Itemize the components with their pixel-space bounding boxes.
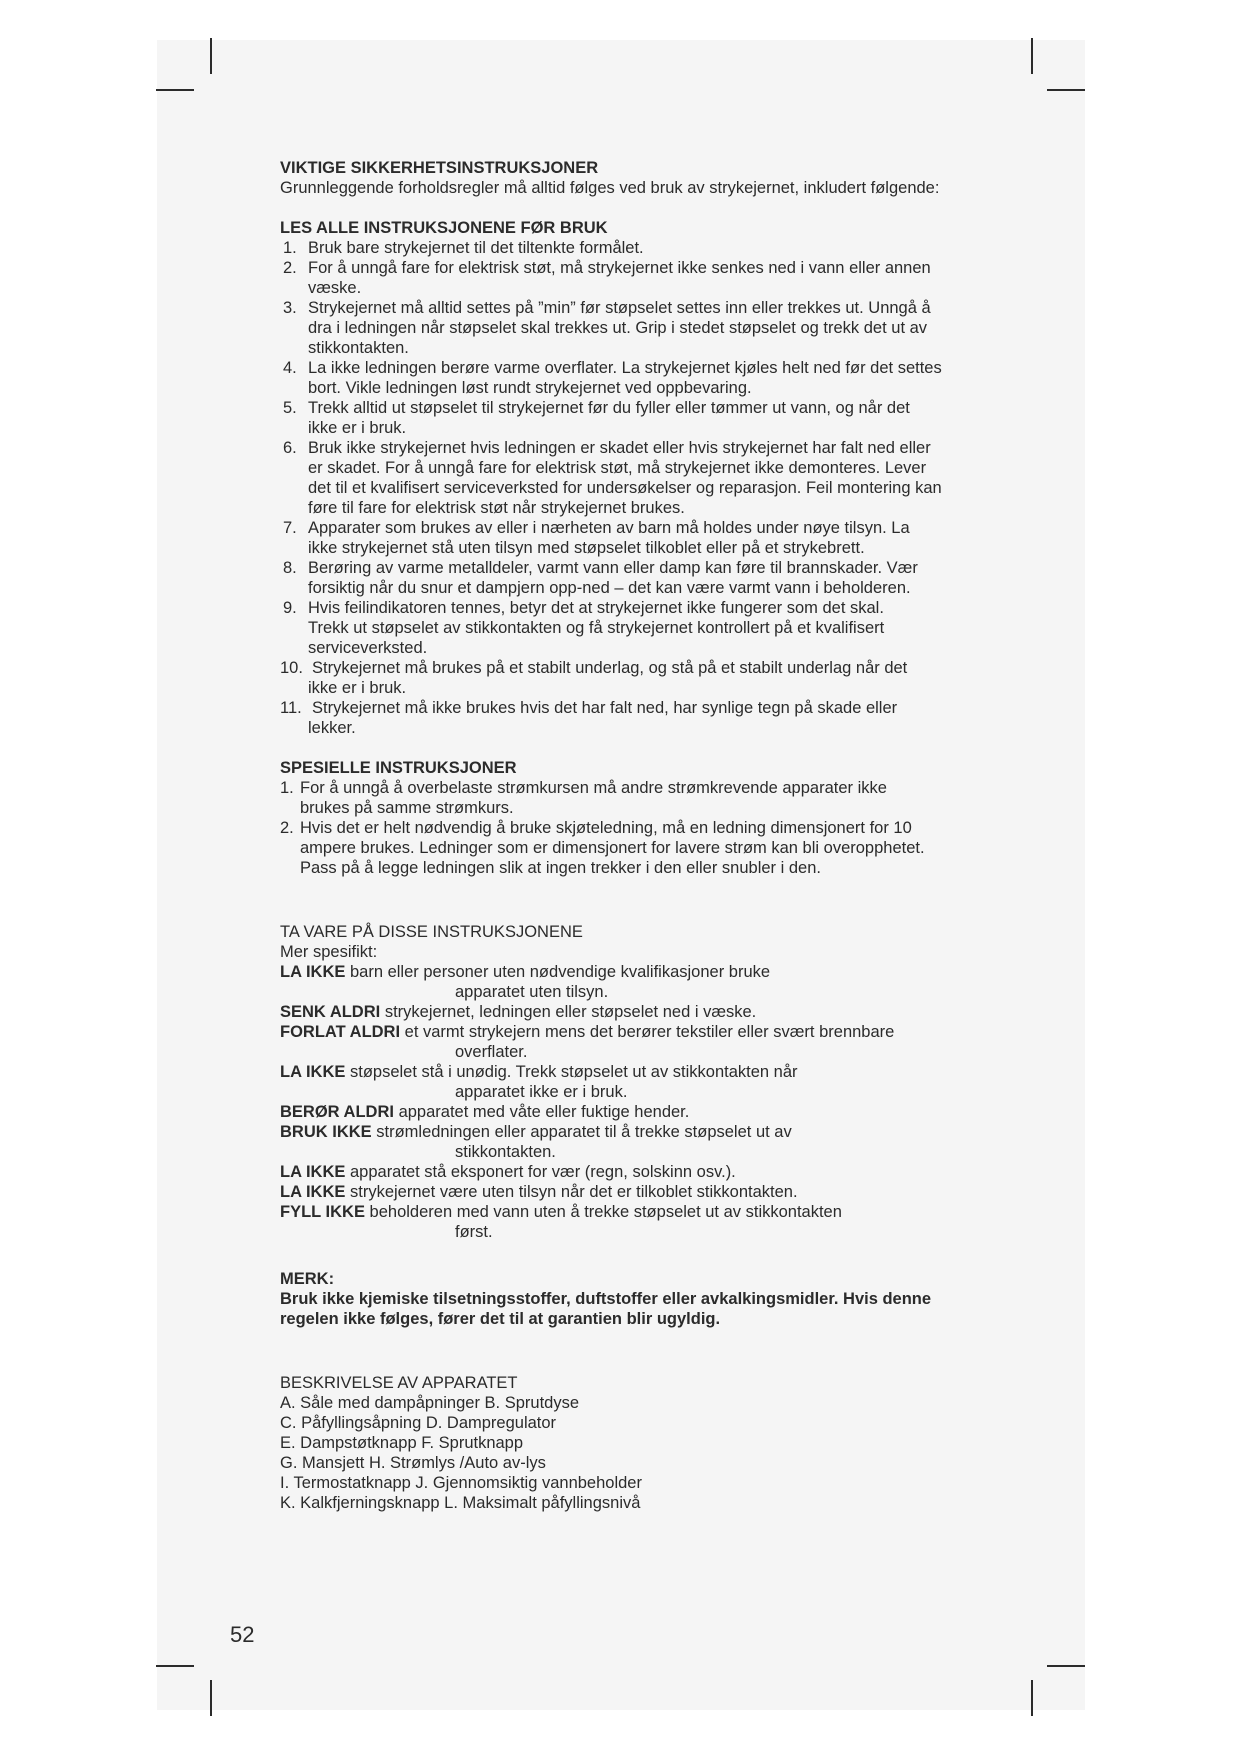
rule-text: beholderen med vann uten å trekke støpselet ut av stikkontakten xyxy=(369,1203,842,1221)
list-item-line: ikke er i bruk. xyxy=(308,419,407,437)
list-item xyxy=(280,438,980,518)
list-item-number: 2. xyxy=(283,259,297,277)
list-item-number: 3. xyxy=(283,299,297,317)
note-text xyxy=(280,1289,980,1329)
safety-intro: Grunnleggende forholdsregler må alltid følges ved bruk av strykejernet, inkludert følgende: xyxy=(280,179,940,197)
read-all-list xyxy=(280,238,980,738)
description-line: K. Kalkfjerningsknapp L. Maksimalt påfyllingsnivå xyxy=(280,1494,641,1512)
rule-text: et varmt strykejern mens det berører tekstiler eller svært brennbare xyxy=(404,1023,895,1041)
list-item-line: serviceverksted. xyxy=(308,639,428,657)
rule-keyword: LA IKKE xyxy=(280,1163,346,1181)
special-title: SPESIELLE INSTRUKSJONER xyxy=(280,759,517,777)
list-item xyxy=(280,358,980,398)
list-item-line: Hvis det er helt nødvendig å bruke skjøteledning, må en ledning dimensjonert for 10 xyxy=(300,819,912,837)
list-item-line: Hvis feilindikatoren tennes, betyr det at strykejernet ikke fungerer som det skal. xyxy=(308,599,884,617)
list-item-number: 5. xyxy=(283,399,297,417)
crop-mark-top-left-vertical xyxy=(210,38,212,74)
list-item-line: bort. Vikle ledningen løst rundt strykejernet ved oppbevaring. xyxy=(308,379,752,397)
rule-text: barn eller personer uten nødvendige kvalifikasjoner bruke xyxy=(349,963,771,981)
list-item xyxy=(280,518,980,558)
crop-mark-bottom-left-vertical xyxy=(210,1680,212,1716)
list-item xyxy=(280,598,980,658)
crop-mark-bottom-left-horizontal xyxy=(156,1665,194,1667)
description-line: C. Påfyllingsåpning D. Dampregulator xyxy=(280,1414,557,1432)
rule-keyword: LA IKKE xyxy=(280,963,346,981)
list-item-number: 8. xyxy=(283,559,297,577)
rule-keyword: FYLL IKKE xyxy=(280,1203,365,1221)
list-item-number: 1. xyxy=(280,779,294,797)
list-item-line: Bruk ikke strykejernet hvis ledningen er skadet eller hvis strykejernet har falt ned eller xyxy=(308,439,931,457)
list-item xyxy=(280,238,980,258)
keep-subtitle: Mer spesifikt: xyxy=(280,943,378,961)
rule-keyword: BRUK IKKE xyxy=(280,1123,372,1141)
list-item-line: For å unngå å overbelaste strømkursen må andre strømkrevende apparater ikke xyxy=(300,779,887,797)
list-item xyxy=(280,778,980,818)
description-line: G. Mansjett H. Strømlys /Auto av-lys xyxy=(280,1454,546,1472)
rule-row xyxy=(280,1202,980,1242)
list-item-line: føre til fare for elektrisk støt når strykejernet brukes. xyxy=(308,499,685,517)
rule-keyword: SENK ALDRI xyxy=(280,1003,381,1021)
rule-line xyxy=(280,1002,980,1022)
list-item xyxy=(280,818,980,878)
list-item xyxy=(280,558,980,598)
crop-mark-bottom-right-vertical xyxy=(1031,1680,1033,1716)
rule-text: apparatet stå eksponert for vær (regn, solskinn osv.). xyxy=(349,1163,736,1181)
rule-line xyxy=(280,1162,980,1182)
rule-keyword: FORLAT ALDRI xyxy=(280,1023,401,1041)
list-item-line: Trekk ut støpselet av stikkontakten og få strykejernet kontrollert på et kvalifisert xyxy=(308,619,885,637)
list-item-number: 11. xyxy=(280,699,302,717)
rule-text: strømledningen eller apparatet til å trekke støpselet ut av xyxy=(376,1123,792,1141)
list-item-line: lekker. xyxy=(308,719,356,737)
list-item xyxy=(280,698,980,738)
rule-row xyxy=(280,1102,980,1122)
rule-continuation: overflater. xyxy=(455,1043,528,1061)
crop-mark-top-left-horizontal xyxy=(156,89,194,91)
list-item-line: For å unngå fare for elektrisk støt, må strykejernet ikke senkes ned i vann eller annen xyxy=(308,259,931,277)
rule-row xyxy=(280,1182,980,1202)
rule-row xyxy=(280,1062,980,1102)
list-item-number: 4. xyxy=(283,359,297,377)
list-item-number: 10. xyxy=(280,659,303,677)
rule-continuation: stikkontakten. xyxy=(455,1143,556,1161)
list-item-line: forsiktig når du snur et dampjern opp-ned – det kan være varmt vann i beholderen. xyxy=(308,579,911,597)
list-item-line: ikke er i bruk. xyxy=(308,679,407,697)
description-title: BESKRIVELSE AV APPARATET xyxy=(280,1374,518,1392)
note-line: regelen ikke følges, fører det til at garantien blir ugyldig. xyxy=(280,1310,721,1328)
rule-text: apparatet med våte eller fuktige hender. xyxy=(398,1103,690,1121)
note-title: MERK: xyxy=(280,1270,335,1288)
rule-line xyxy=(280,1102,980,1122)
description-list xyxy=(280,1393,980,1513)
list-item xyxy=(280,298,980,358)
keep-title: TA VARE PÅ DISSE INSTRUKSJONENE xyxy=(280,923,583,941)
rule-line xyxy=(280,1122,980,1142)
list-item-line: væske. xyxy=(308,279,362,297)
description-line: E. Dampstøtknapp F. Sprutknapp xyxy=(280,1434,524,1452)
list-item-number: 7. xyxy=(283,519,297,537)
rule-continuation: apparatet ikke er i bruk. xyxy=(455,1083,628,1101)
list-item-line: La ikke ledningen berøre varme overflater. La strykejernet kjøles helt ned før det settes xyxy=(308,359,942,377)
list-item-line: ikke strykejernet stå uten tilsyn med støpselet tilkoblet eller på et strykebrett. xyxy=(308,539,865,557)
rule-line xyxy=(280,962,980,982)
document-body xyxy=(280,158,980,1513)
page-number: 52 xyxy=(230,1622,255,1647)
list-item-line: Apparater som brukes av eller i nærheten av barn må holdes under nøye tilsyn. La xyxy=(308,519,910,537)
description-line: A. Såle med dampåpninger B. Sprutdyse xyxy=(280,1394,580,1412)
list-item-line: det til et kvalifisert serviceverksted for undersøkelser og reparasjon. Feil montering kan xyxy=(308,479,942,497)
list-item-line: Pass på å legge ledningen slik at ingen trekker i den eller snubler i den. xyxy=(300,859,821,877)
rule-row xyxy=(280,1022,980,1062)
rule-row xyxy=(280,1162,980,1182)
rule-line xyxy=(280,1062,980,1082)
list-item-line: Strykejernet må alltid settes på ”min” før støpselet settes inn eller trekkes ut. Unngå å xyxy=(308,299,931,317)
list-item xyxy=(280,658,980,698)
list-item-number: 2. xyxy=(280,819,294,837)
rule-text: støpselet stå i unødig. Trekk støpselet ut av stikkontakten når xyxy=(349,1063,798,1081)
list-item-line: er skadet. For å unngå fare for elektrisk støt, må strykejernet ikke demonteres. Lever xyxy=(308,459,927,477)
read-all-title: LES ALLE INSTRUKSJONENE FØR BRUK xyxy=(280,219,608,237)
rule-row xyxy=(280,1122,980,1162)
rule-keyword: LA IKKE xyxy=(280,1183,346,1201)
note-line: Bruk ikke kjemiske tilsetningsstoffer, duftstoffer eller avkalkingsmidler. Hvis denne xyxy=(280,1290,932,1308)
list-item-line: Bruk bare strykejernet til det tiltenkte formålet. xyxy=(308,239,644,257)
list-item-line: dra i ledningen når støpselet skal trekkes ut. Grip i stedet støpselet og trekk det ut av xyxy=(308,319,928,337)
rule-line xyxy=(280,1202,980,1222)
list-item-line: Berøring av varme metalldeler, varmt vann eller damp kan føre til brannskader. Vær xyxy=(308,559,918,577)
rule-text: strykejernet være uten tilsyn når det er tilkoblet stikkontakten. xyxy=(349,1183,798,1201)
rules-list xyxy=(280,962,980,1242)
safety-title: VIKTIGE SIKKERHETSINSTRUKSJONER xyxy=(280,159,599,177)
description-line: I. Termostatknapp J. Gjennomsiktig vannbeholder xyxy=(280,1474,642,1492)
list-item-line: stikkontakten. xyxy=(308,339,409,357)
list-item-number: 9. xyxy=(283,599,297,617)
list-item-line: Trekk alltid ut støpselet til strykejernet før du fyller eller tømmer ut vann, og når det xyxy=(308,399,910,417)
list-item xyxy=(280,258,980,298)
rule-row xyxy=(280,962,980,1002)
crop-mark-bottom-right-horizontal xyxy=(1047,1665,1085,1667)
rule-keyword: LA IKKE xyxy=(280,1063,346,1081)
list-item-number: 6. xyxy=(283,439,297,457)
list-item xyxy=(280,398,980,438)
rule-line xyxy=(280,1182,980,1202)
rule-continuation: først. xyxy=(455,1223,493,1241)
rule-line xyxy=(280,1022,980,1042)
list-item-number: 1. xyxy=(283,239,297,257)
crop-mark-top-right-horizontal xyxy=(1047,89,1085,91)
rule-row xyxy=(280,1002,980,1022)
crop-mark-top-right-vertical xyxy=(1031,38,1033,74)
rule-continuation: apparatet uten tilsyn. xyxy=(455,983,609,1001)
rule-keyword: BERØR ALDRI xyxy=(280,1103,394,1121)
list-item-line: ampere brukes. Ledninger som er dimensjonert for lavere strøm kan bli overopphetet. xyxy=(300,839,925,857)
list-item-line: Strykejernet må ikke brukes hvis det har falt ned, har synlige tegn på skade eller xyxy=(312,699,898,717)
special-list xyxy=(280,778,980,878)
list-item-line: brukes på samme strømkurs. xyxy=(300,799,514,817)
list-item-line: Strykejernet må brukes på et stabilt underlag, og stå på et stabilt underlag når det xyxy=(312,659,908,677)
rule-text: strykejernet, ledningen eller støpselet ned i væske. xyxy=(384,1003,757,1021)
